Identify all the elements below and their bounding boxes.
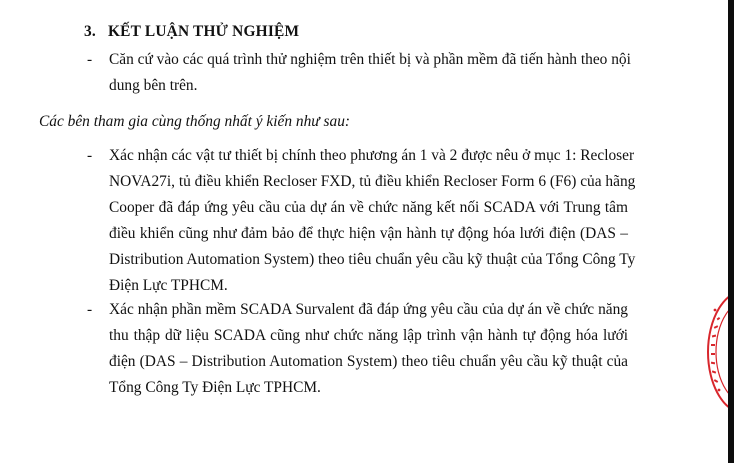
section-title: KẾT LUẬN THỬ NGHIỆM	[108, 23, 300, 40]
agreement-item-1-line-5: Distribution Automation System) theo tiêu chuẩn yêu cầu kỹ thuật của Tổng Công Ty	[109, 251, 636, 268]
red-seal-stamp	[706, 288, 728, 416]
agreement-item-2-bullet: -	[87, 301, 93, 318]
agreement-item-1-bullet: -	[87, 147, 93, 164]
agreement-item-1-line-6: Điện Lực TPHCM.	[109, 277, 228, 294]
agreement-item-1-line-4: điều khiển cũng như đảm bảo để thực hiện vận hành tự động hóa lưới điện (DAS –	[109, 225, 628, 242]
agreement-item-1-line-2: NOVA27i, tủ điều khiển Recloser FXD, tủ điều khiển Recloser Form 6 (F6) của hãng	[109, 173, 636, 190]
conclusion-bullet: -	[87, 51, 93, 68]
agreement-item-2-line-2: thu thập dữ liệu SCADA cũng như chức năng lập trình vận hành tự động hóa lưới	[109, 327, 628, 344]
conclusion-line-1: Căn cứ vào các quá trình thử nghiệm trên thiết bị và phần mềm đã tiến hành theo nội	[109, 51, 631, 68]
agreement-intro: Các bên tham gia cùng thống nhất ý kiến như sau:	[39, 113, 351, 130]
agreement-item-2-line-3: điện (DAS – Distribution Automation System) theo tiêu chuẩn yêu cầu kỹ thuật của	[109, 353, 628, 370]
agreement-item-1-line-1: Xác nhận các vật tư thiết bị chính theo phương án 1 và 2 được nêu ở mục 1: Recloser	[109, 147, 635, 164]
section-heading	[84, 23, 299, 41]
agreement-item-1-line-3: Cooper đã đáp ứng yêu cầu của dự án về chức năng kết nối SCADA với Trung tâm	[109, 199, 628, 216]
section-number: 3.	[84, 23, 96, 40]
page-edge-border	[728, 0, 734, 463]
agreement-item-2-line-4: Tổng Công Ty Điện Lực TPHCM.	[109, 379, 321, 396]
agreement-item-2-line-1: Xác nhận phần mềm SCADA Survalent đã đáp ứng yêu cầu của dự án về chức năng	[109, 301, 628, 318]
conclusion-line-2: dung bên trên.	[109, 77, 198, 94]
